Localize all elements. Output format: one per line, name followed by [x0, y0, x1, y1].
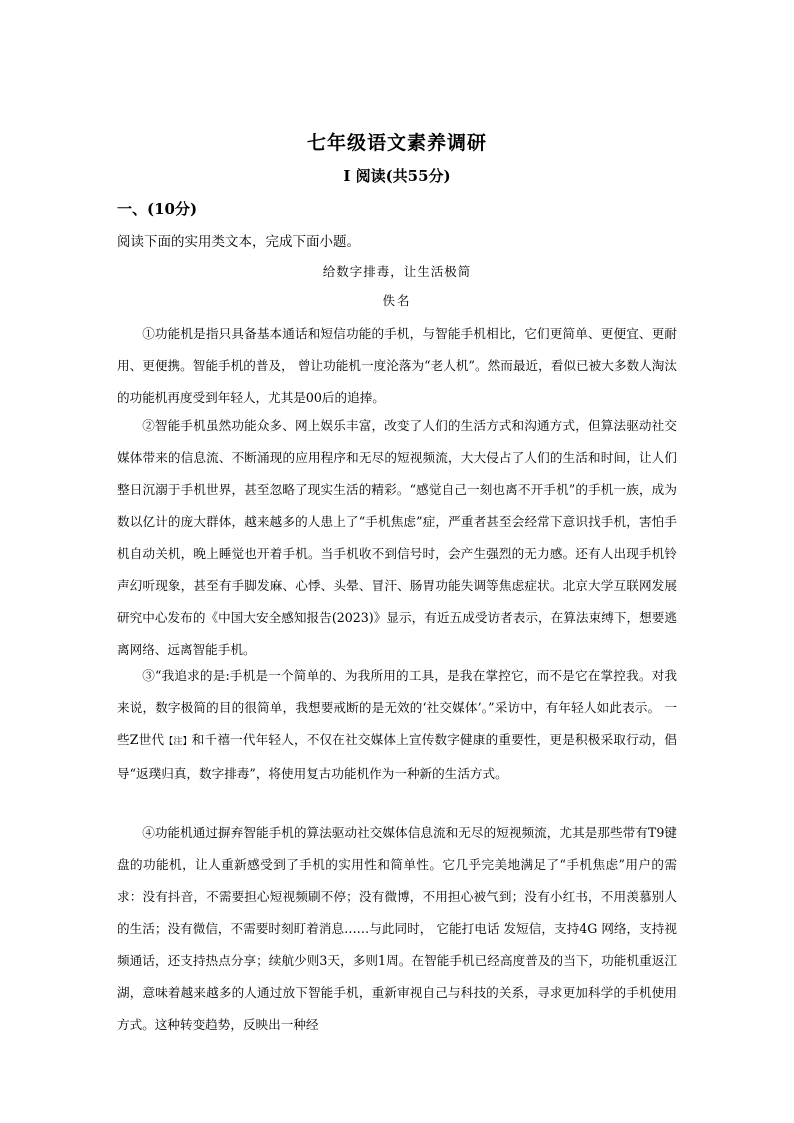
article-paragraph-3	[117, 660, 677, 790]
part-heading: Ⅰ 阅读(共55分)	[343, 167, 451, 185]
article-author: 佚名	[382, 293, 412, 308]
article-title: 给数字排毒，让生活极简	[322, 264, 472, 279]
annotation-mark[interactable]: 【注】	[164, 737, 192, 747]
article-paragraph-2: ②智能手机虽然功能众多、网上娱乐丰富，改变了人们的生活方式和沟通方式，但算法驱动社交媒体带来的信息流、不断涌现的应用程序和无尽的短视频流，大大侵占了人们的生活和时间，让人们整日沉溺于手机世界，甚至忽略了现实生活的精彩。“感觉自己一刻也离不开手机”的手机一族，成为数以亿计的庞大群体，越来越多的人患上了“手机焦虑”症，严重者甚至会经常下意识找手机，害怕手机自动关机，晚上睡觉也开着手机。当手机收不到信号时，会产生强烈的无力感。还有人出现手机铃声幻听现象，甚至有手脚发麻、心悸、头晕、冒汗、肠胃功能失调等焦虑症状。北京大学互联网发展研究中心发布的《中国大安全感知报告(2023)》显示，有近五成受访者表示，在算法束缚下，想要逃离网络、远离智能手机。	[117, 418, 677, 657]
paragraph-3-rest: 和千禧一代年轻人，不仅在社交媒体上宣传数字健康的重要性，更是积极采取行动，倡导“返璞归真，数字排毒”，将使用复古功能机作为一种新的生活方式。	[117, 732, 677, 781]
section-heading: 一、(10分)	[117, 200, 198, 218]
article-paragraph-4: ④功能机通过摒弃智能手机的算法驱动社交媒体信息流和无尽的短视频流，尤其是那些带有T9键盘的功能机，让人重新感受到了手机的实用性和简单性。它几乎完美地满足了“手机焦虑”用户的需求：没有抖音，不需要担心短视频刷不停；没有微博，不用担心被气到；没有小红书，不用羡慕别人的生活；没有微信，不需要时刻盯着消息……与此同时， 它能打电话 发短信，支持4G 网络，支持视频通话，还支持热点分享；续航少则3天，多则1周。在智能手机已经高度普及的当下，功能机重返江湖，意味着越来越多的人通过放下智能手机，重新审视自己与科技的关系，寻求更加科学的手机使用方式。这种转变趋势，反映出一种经	[117, 825, 677, 1032]
page-title: 七年级语文素养调研	[306, 132, 487, 154]
question-instruction: 阅读下面的实用类文本，完成下面小题。	[117, 234, 360, 250]
article-paragraph-1: ①功能机是指只具备基本通话和短信功能的手机，与智能手机相比，它们更简单、更便宜、更耐用、更便携。智能手机的普及， 曾让功能机一度沦落为“老人机”。然而最近，看似已被大多数人淘汰的功能机再度受到年轻人，尤其是00后的追捧。	[117, 326, 677, 405]
paragraph-3-text: ③“我追求的是:手机是一个简单的、为我所用的工具，是我在掌控它，而不是它在掌控我。对我来说，数字极简的目的很简单，我想要戒断的是无效的‘社交媒体’。”采访中，有年轻人如此表示。 一些Z世代	[117, 668, 677, 747]
